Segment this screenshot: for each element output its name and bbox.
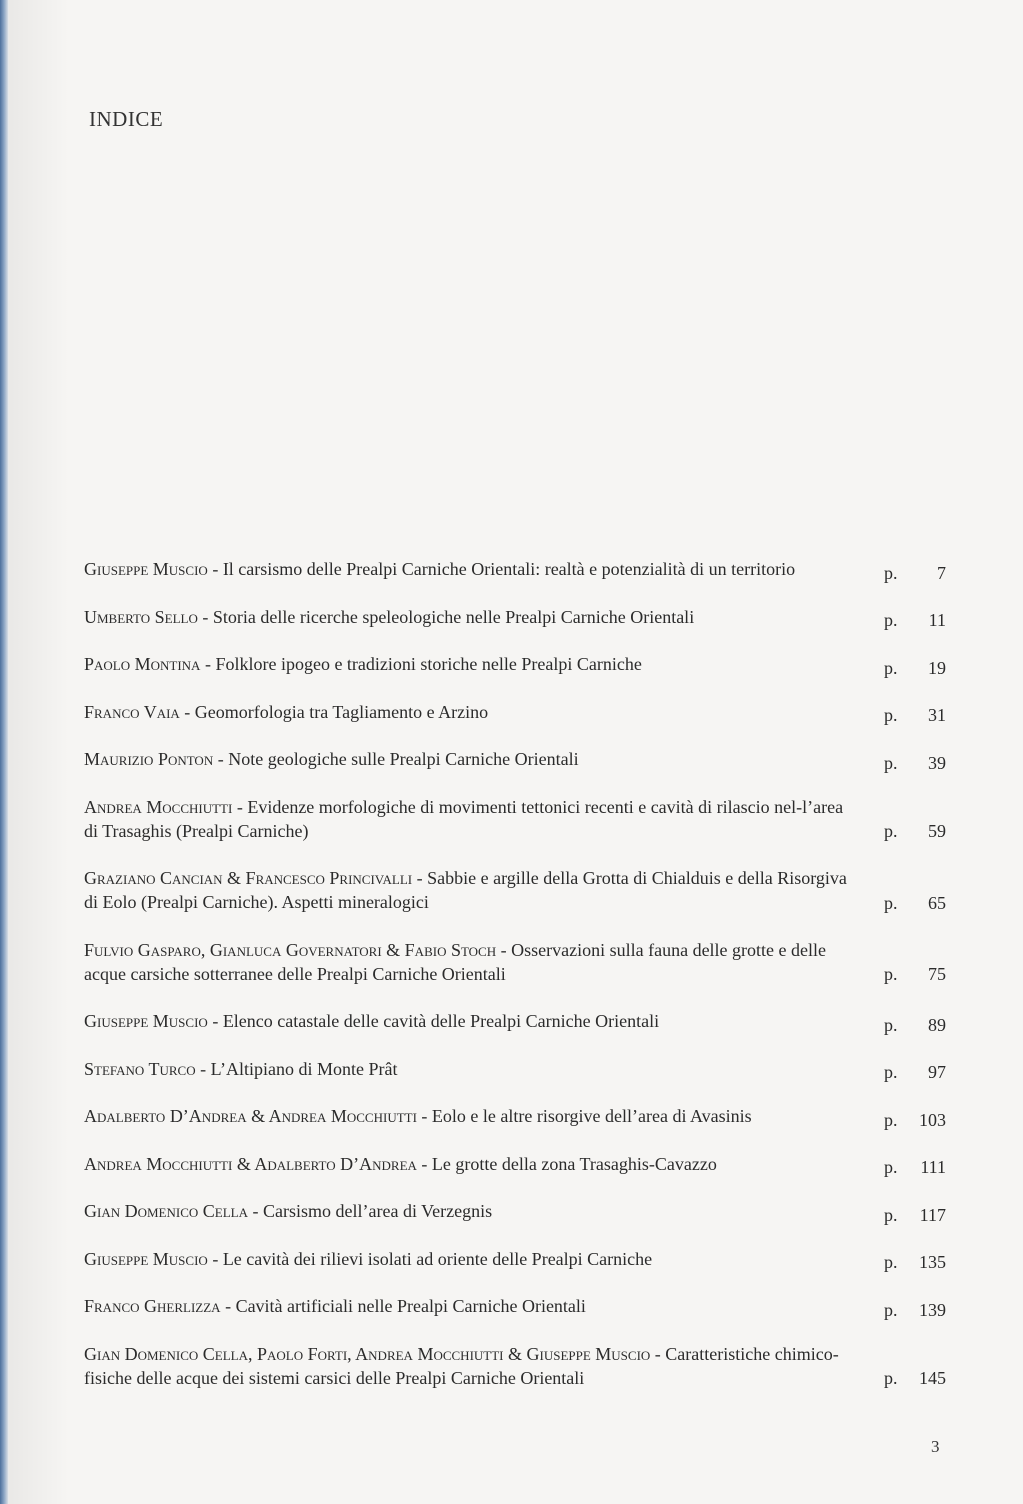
toc-entry: [84, 795, 950, 867]
entry-text: [84, 557, 860, 581]
entry-text: [84, 1342, 860, 1390]
entry-text: [84, 1009, 860, 1033]
entry-page-ref: [884, 751, 946, 775]
entry-title: L’Altipiano di Monte Prât: [210, 1058, 398, 1079]
entry-page-number: 7: [937, 562, 946, 583]
entry-text: [84, 866, 860, 914]
toc-entry: [84, 557, 950, 605]
entry-page-ref: [884, 819, 946, 843]
entry-authors: Maurizio Ponton: [84, 749, 214, 769]
entry-title: Carsismo dell’area di Verzegnis: [263, 1201, 493, 1221]
entry-page-ref: [884, 1366, 946, 1390]
entry-authors: Franco Vaia: [84, 701, 180, 722]
entry-separator: -: [197, 606, 213, 627]
toc-entry: [84, 605, 950, 653]
entry-title: Evidenze morfologiche di movimenti tettonici recenti e cavità di rilascio nel-l’area di Trasaghis (Prealpi Carniche): [84, 796, 844, 841]
toc-entry: [84, 1009, 950, 1057]
toc-entry: [84, 1342, 950, 1414]
entry-text: [84, 1247, 860, 1271]
entry-authors: Gian Domenico Cella, Paolo Forti, Andrea Mocchiutti & Giuseppe Muscio: [84, 1343, 651, 1364]
entry-authors: Giuseppe Muscio: [84, 559, 208, 579]
entry-page-number: 139: [919, 1299, 946, 1320]
entry-text: [84, 938, 860, 986]
entry-page-number: 145: [919, 1368, 946, 1388]
entry-text: [84, 747, 860, 771]
entry-authors: Franco Gherlizza: [84, 1296, 221, 1316]
entry-page-number: 111: [920, 1157, 946, 1177]
page-prefix: p.: [884, 821, 898, 841]
entry-title: Elenco catastale delle cavità delle Prealpi Carniche Orientali: [222, 1011, 660, 1031]
entry-separator: -: [412, 868, 428, 888]
entry-separator: -: [232, 796, 248, 817]
toc-entry: [84, 1247, 950, 1295]
page-number: 3: [931, 1437, 940, 1456]
entry-page-ref: [884, 1108, 946, 1132]
page-prefix: p.: [884, 1204, 898, 1225]
entry-page-number: 39: [928, 752, 946, 773]
entry-authors: Andrea Mocchiutti & Adalberto D’Andrea: [84, 1153, 417, 1174]
entry-text: [84, 652, 860, 676]
entry-separator: -: [496, 939, 512, 960]
entry-page-ref: [884, 1155, 946, 1179]
entry-authors: Umberto Sello: [84, 606, 198, 627]
entry-page-number: 135: [919, 1252, 946, 1272]
page-prefix: p.: [884, 1252, 898, 1272]
page-prefix: p.: [884, 562, 898, 583]
entry-page-number: 65: [928, 892, 946, 913]
toc-entry: [84, 938, 950, 1010]
entry-authors: Giuseppe Muscio: [84, 1248, 208, 1269]
entry-title: Note geologiche sulle Prealpi Carniche Orientali: [228, 749, 579, 769]
entry-separator: -: [200, 654, 216, 674]
entry-text: [84, 1294, 860, 1318]
page-prefix: p.: [884, 657, 898, 678]
entry-separator: -: [207, 1011, 223, 1031]
entry-title: Osservazioni sulla fauna delle grotte e delle acque carsiche sotterranee delle Prealpi Carniche Orientali: [84, 939, 827, 984]
entry-authors: Adalberto D’Andrea & Andrea Mocchiutti: [84, 1106, 417, 1126]
entry-page-ref: [884, 1298, 946, 1322]
page-prefix: p.: [884, 610, 898, 630]
entry-page-ref: [884, 561, 946, 585]
page-prefix: p.: [884, 892, 898, 913]
page-prefix: p.: [884, 1368, 898, 1388]
entry-title: Caratteristiche chimico-fisiche delle acque dei sistemi carsici delle Prealpi Carniche Orientali: [84, 1343, 839, 1388]
entry-separator: -: [650, 1343, 666, 1364]
entry-separator: -: [213, 749, 229, 769]
entry-title: Eolo e le altre risorgive dell’area di Avasinis: [431, 1106, 752, 1126]
entry-authors: Stefano Turco: [84, 1058, 196, 1079]
entry-page-number: 59: [928, 821, 946, 841]
entry-separator: -: [220, 1296, 236, 1316]
entry-title: Il carsismo delle Prealpi Carniche Orientali: realtà e potenzialità di un territorio: [222, 559, 796, 579]
entry-page-ref: [884, 1203, 946, 1227]
entry-title: Sabbie e argille della Grotta di Chialduis e della Risorgiva di Eolo (Prealpi Carniche). Aspetti mineralogici: [84, 868, 847, 912]
entry-authors: Gian Domenico Cella: [84, 1201, 248, 1221]
entry-page-ref: [884, 1013, 946, 1037]
toc-entry: [84, 1104, 950, 1152]
entry-text: [84, 1104, 860, 1128]
entry-page-ref: [884, 1250, 946, 1274]
entry-title: Cavità artificiali nelle Prealpi Carniche Orientali: [235, 1296, 586, 1316]
entry-page-ref: [884, 656, 946, 680]
toc-entry: [84, 700, 950, 748]
entry-separator: -: [416, 1153, 432, 1174]
entry-authors: Fulvio Gasparo, Gianluca Governatori & Fabio Stoch: [84, 939, 497, 960]
page-prefix: p.: [884, 1109, 898, 1130]
entry-page-number: 19: [928, 657, 946, 678]
entry-title: Le grotte della zona Trasaghis-Cavazzo: [431, 1153, 717, 1174]
page-prefix: p.: [884, 1157, 898, 1177]
entry-page-number: 103: [919, 1109, 946, 1130]
entry-page-number: 89: [928, 1014, 946, 1035]
entry-page-number: 75: [928, 964, 946, 984]
page-prefix: p.: [884, 1062, 898, 1082]
entry-text: [84, 1057, 860, 1081]
entry-page-ref: [884, 703, 946, 727]
page-prefix: p.: [884, 752, 898, 773]
toc-entry: [84, 1294, 950, 1342]
entry-page-ref: [884, 891, 946, 915]
entry-page-number: 31: [928, 705, 946, 725]
entry-title: Geomorfologia tra Tagliamento e Arzino: [194, 701, 489, 722]
page-prefix: p.: [884, 964, 898, 984]
entry-separator: -: [248, 1201, 263, 1221]
entry-title: Folklore ipogeo e tradizioni storiche nelle Prealpi Carniche: [215, 654, 642, 674]
entry-page-number: 117: [919, 1204, 946, 1225]
entry-text: [84, 795, 860, 843]
entry-text: [84, 700, 860, 724]
entry-text: [84, 605, 860, 629]
toc-entry: [84, 1152, 950, 1200]
toc-entry: [84, 652, 950, 700]
entry-page-ref: [884, 1060, 946, 1084]
toc-entry: [84, 866, 950, 938]
entry-authors: Giuseppe Muscio: [84, 1011, 208, 1031]
toc-entry: [84, 1199, 950, 1247]
toc-entry: [84, 747, 950, 795]
table-of-contents: [84, 557, 950, 1413]
page-prefix: p.: [884, 705, 898, 725]
page-prefix: p.: [884, 1299, 898, 1320]
entry-separator: -: [416, 1106, 432, 1126]
entry-authors: Graziano Cancian & Francesco Princivalli: [84, 868, 413, 888]
page-prefix: p.: [884, 1014, 898, 1035]
toc-entry: [84, 1057, 950, 1105]
page-title: INDICE: [89, 107, 164, 131]
entry-separator: -: [195, 1058, 211, 1079]
entry-text: [84, 1199, 860, 1223]
entry-page-number: 97: [928, 1062, 946, 1082]
entry-separator: -: [207, 559, 223, 579]
page-gutter-shadow: [9, 0, 69, 1504]
book-spine-edge: [0, 0, 9, 1504]
entry-title: Storia delle ricerche speleologiche nelle Prealpi Carniche Orientali: [212, 606, 695, 627]
entry-separator: -: [179, 701, 195, 722]
entry-page-number: 11: [928, 610, 946, 630]
entry-authors: Andrea Mocchiutti: [84, 796, 233, 817]
entry-separator: -: [207, 1248, 223, 1269]
entry-title: Le cavità dei rilievi isolati ad oriente delle Prealpi Carniche: [222, 1248, 653, 1269]
entry-authors: Paolo Montina: [84, 654, 201, 674]
entry-page-ref: [884, 608, 946, 632]
entry-text: [84, 1152, 860, 1176]
entry-page-ref: [884, 962, 946, 986]
